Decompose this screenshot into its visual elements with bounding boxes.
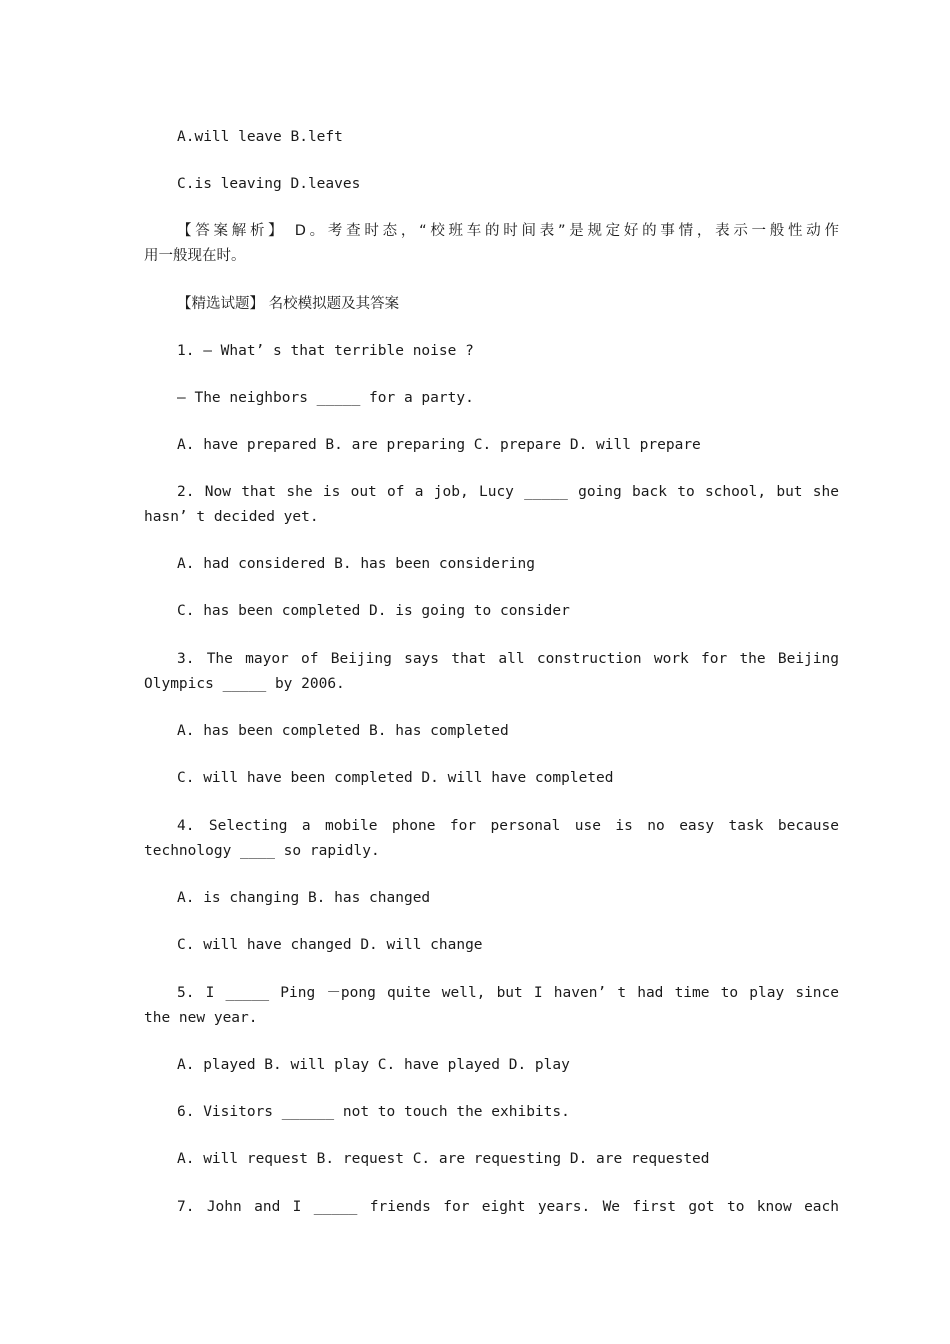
question-1-line2: — The neighbors _____ for a party. [177, 390, 474, 406]
question-7: 7. John and I _____ friends for eight years. We first got to know each [177, 1199, 839, 1215]
text-line: A.will leave B.left [177, 129, 343, 145]
question-3-cont: Olympics _____ by 2006. [144, 676, 345, 692]
question-1: 1. — What’ s that terrible noise ? [177, 343, 474, 359]
question-1-options: A. have prepared B. are preparing C. prepare D. will prepare [177, 437, 701, 453]
question-5: 5. I _____ Ping －pong quite well, but I haven’ t had time to play since [177, 985, 839, 1001]
question-2-options-ab: A. had considered B. has been considering [177, 556, 535, 572]
answer-explanation: 【答案解析】 D。考查时态，“校班车的时间表”是规定好的事情，表示一般性动作 [177, 223, 839, 239]
question-4-cont: technology ____ so rapidly. [144, 843, 380, 859]
text-line: C.is leaving D.leaves [177, 176, 361, 192]
question-2-options-cd: C. has been completed D. is going to consider [177, 603, 570, 619]
question-4-options-cd: C. will have changed D. will change [177, 937, 483, 953]
question-3-options-cd: C. will have been completed D. will have completed [177, 770, 614, 786]
question-5-options: A. played B. will play C. have played D. play [177, 1057, 570, 1073]
question-2-cont: hasn’ t decided yet. [144, 509, 319, 525]
question-2: 2. Now that she is out of a job, Lucy _____ going back to school, but she [177, 484, 839, 500]
question-6: 6. Visitors ______ not to touch the exhibits. [177, 1104, 570, 1120]
section-heading: 【精选试题】 名校模拟题及其答案 [177, 296, 400, 312]
question-6-options: A. will request B. request C. are requesting D. are requested [177, 1151, 710, 1167]
question-4: 4. Selecting a mobile phone for personal use is no easy task because [177, 818, 839, 834]
question-4-options-ab: A. is changing B. has changed [177, 890, 431, 906]
question-3-options-ab: A. has been completed B. has completed [177, 723, 509, 739]
answer-explanation-cont: 用一般现在时。 [144, 248, 246, 264]
question-3: 3. The mayor of Beijing says that all construction work for the Beijing [177, 651, 839, 667]
question-5-cont: the new year. [144, 1010, 258, 1026]
